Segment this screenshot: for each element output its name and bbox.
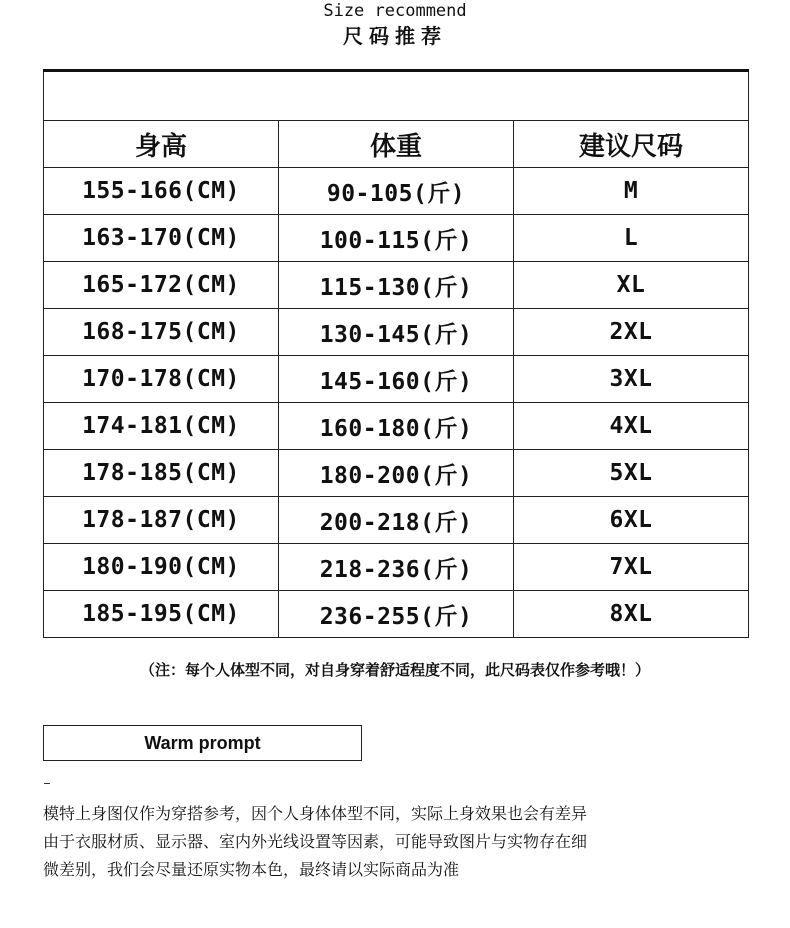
table-row [44,450,749,497]
table-blank-row [44,71,749,121]
weight-cell: 180-200(斤) [279,450,514,497]
height-cell: 163-170(CM) [44,215,279,262]
warm-prompt-line: 由于衣服材质、显示器、室内外光线设置等因素，可能导致图片与实物存在细 [43,832,588,851]
height-cell: 178-187(CM) [44,497,279,544]
size-cell: 6XL [514,497,749,544]
table-row [44,544,749,591]
table-row [44,497,749,544]
warm-prompt-box [43,725,362,761]
height-cell: 170-178(CM) [44,356,279,403]
table-row [44,168,749,215]
table-row [44,309,749,356]
height-cell: 178-185(CM) [44,450,279,497]
table-row [44,591,749,638]
size-chart-table [43,69,749,638]
weight-cell: 145-160(斤) [279,356,514,403]
weight-cell: 90-105(斤) [279,168,514,215]
height-cell: 165-172(CM) [44,262,279,309]
height-cell: 180-190(CM) [44,544,279,591]
table-row [44,403,749,450]
header-height: 身高 [44,121,279,168]
height-cell: 174-181(CM) [44,403,279,450]
header-weight: 体重 [279,121,514,168]
size-cell: 2XL [514,309,749,356]
warm-prompt-line: 微差别，我们会尽量还原实物本色，最终请以实际商品为准 [43,860,460,879]
height-cell: 168-175(CM) [44,309,279,356]
title-english: Size recommend [323,1,467,21]
height-cell: 155-166(CM) [44,168,279,215]
weight-cell: 236-255(斤) [279,591,514,638]
size-cell: 8XL [514,591,749,638]
size-cell: 7XL [514,544,749,591]
size-cell: 4XL [514,403,749,450]
weight-cell: 160-180(斤) [279,403,514,450]
size-note: （注：每个人体型不同，对自身穿着舒适程度不同，此尺码表仅作参考哦！） [139,661,650,679]
size-cell: XL [514,262,749,309]
weight-cell: 130-145(斤) [279,309,514,356]
size-cell: L [514,215,749,262]
title-chinese: 尺码推荐 [343,24,447,48]
warm-prompt-line: 模特上身图仅作为穿搭参考，因个人身体体型不同，实际上身效果也会有差异 [43,804,588,823]
divider-dash [44,783,50,784]
table-row [44,356,749,403]
table-row [44,262,749,309]
warm-prompt-text [43,800,763,884]
weight-cell: 200-218(斤) [279,497,514,544]
table-header-row [44,121,749,168]
weight-cell: 218-236(斤) [279,544,514,591]
weight-cell: 100-115(斤) [279,215,514,262]
header-size: 建议尺码 [514,121,749,168]
weight-cell: 115-130(斤) [279,262,514,309]
table-row [44,215,749,262]
size-cell: M [514,168,749,215]
height-cell: 185-195(CM) [44,591,279,638]
warm-prompt-label: Warm prompt [144,732,261,753]
size-cell: 3XL [514,356,749,403]
size-cell: 5XL [514,450,749,497]
blank-cell [44,71,749,121]
